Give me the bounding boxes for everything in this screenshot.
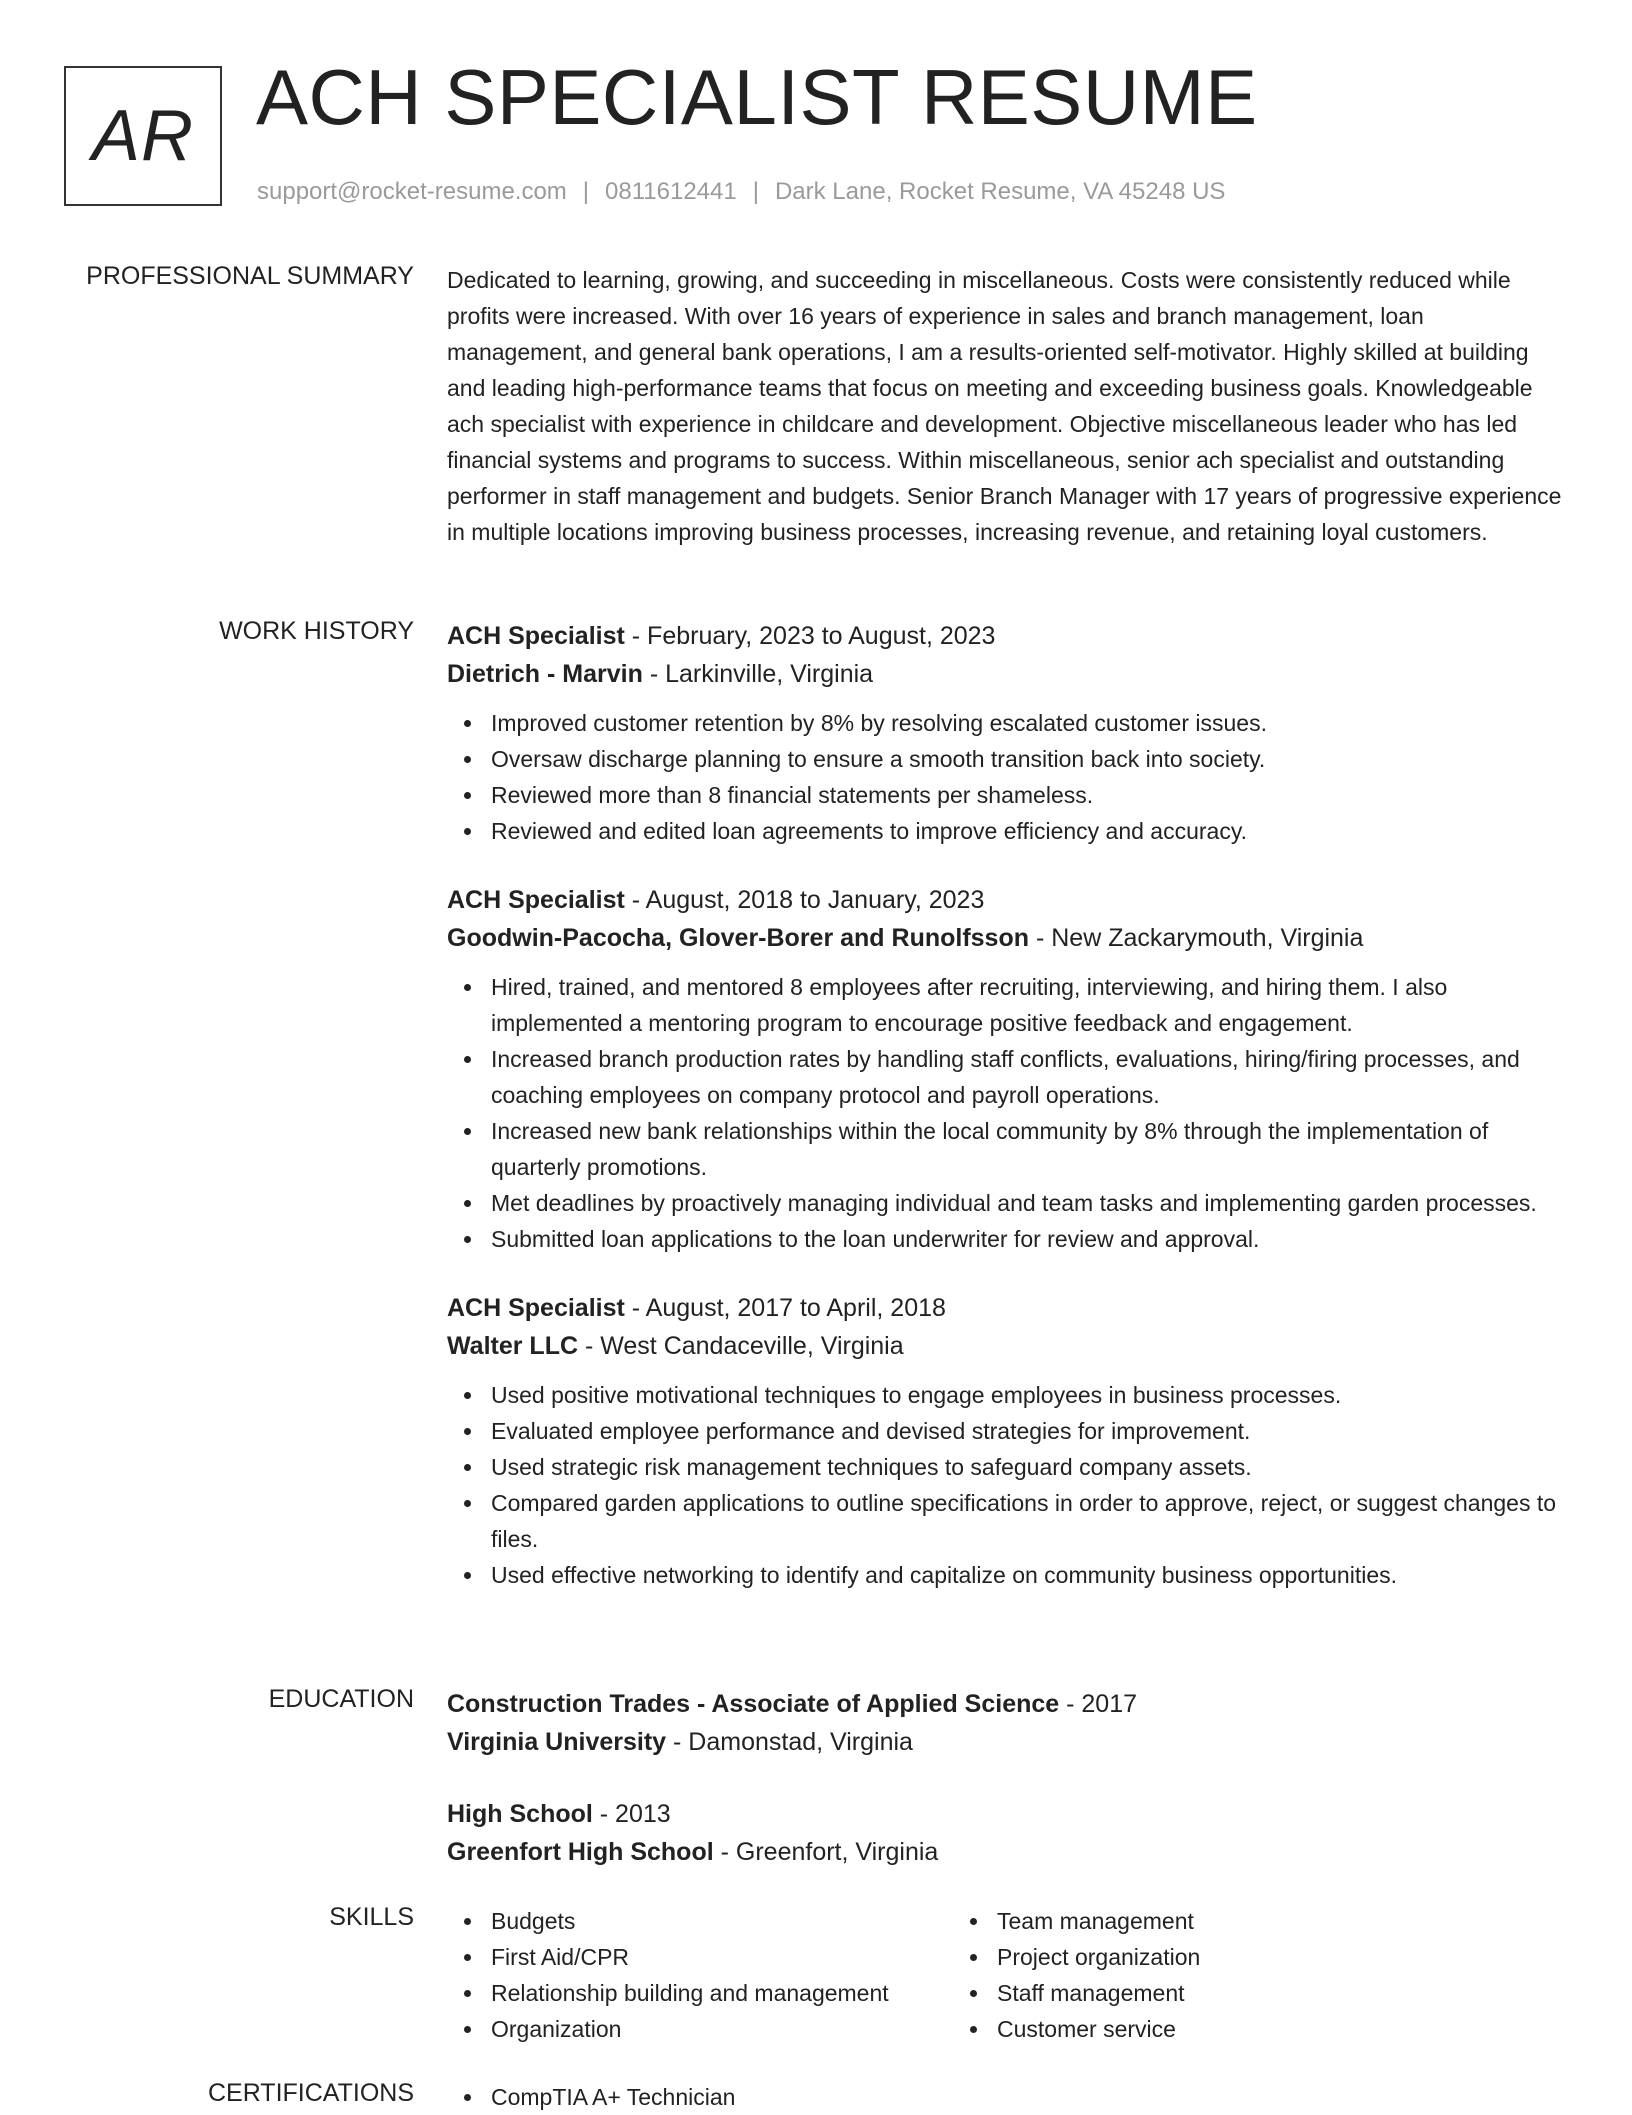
job-bullet: Used effective networking to identify and capitalize on community business opportunities. xyxy=(491,1557,1567,1593)
job-bullet: Met deadlines by proactively managing individual and team tasks and implementing garden processes. xyxy=(491,1185,1567,1221)
contact-separator: | xyxy=(582,178,590,205)
contact-address: Dark Lane, Rocket Resume, VA 45248 US xyxy=(774,178,1226,205)
section-label-skills: SKILLS xyxy=(329,1903,414,1931)
skills-list-left xyxy=(447,1903,953,2047)
skill-item: First Aid/CPR xyxy=(491,1939,953,1975)
job-bullet: Reviewed and edited loan agreements to improve efficiency and accuracy. xyxy=(491,813,1567,849)
skill-item: Budgets xyxy=(491,1903,953,1939)
section-label-summary: PROFESSIONAL SUMMARY xyxy=(86,262,414,290)
job-bullet: Oversaw discharge planning to ensure a smooth transition back into society. xyxy=(491,741,1567,777)
job-bullet: Used strategic risk management techniques to safeguard company assets. xyxy=(491,1449,1567,1485)
education-school-line xyxy=(447,1833,1567,1871)
section-label-education: EDUCATION xyxy=(268,1685,414,1713)
skill-item: Customer service xyxy=(997,2011,1513,2047)
skills-body xyxy=(447,1903,1567,2047)
education-degree: Construction Trades - Associate of Applied Science xyxy=(447,1690,1060,1718)
job-title-line xyxy=(447,881,1567,919)
job-dates: - February, 2023 to August, 2023 xyxy=(624,622,996,650)
skill-item: Project organization xyxy=(997,1939,1513,1975)
skill-item: Relationship building and management xyxy=(491,1975,953,2011)
resume-title: ACH SPECIALIST RESUME xyxy=(256,53,1258,141)
skill-item: Organization xyxy=(491,2011,953,2047)
initials-text: AR xyxy=(91,96,195,176)
job-title: ACH Specialist xyxy=(447,886,625,914)
job-bullet: Hired, trained, and mentored 8 employees after recruiting, interviewing, and hiring them. I also implemented a mentoring program to encourage positive feedback and engagement. xyxy=(491,969,1567,1041)
job-company-line xyxy=(447,919,1567,957)
job-bullets xyxy=(447,1377,1567,1593)
job-dates: - August, 2018 to January, 2023 xyxy=(624,886,985,914)
job-bullet: Reviewed more than 8 financial statements per shameless. xyxy=(491,777,1567,813)
work-body xyxy=(447,617,1567,1625)
education-year: - 2013 xyxy=(592,1800,671,1828)
certifications-list xyxy=(447,2079,953,2115)
job-entry xyxy=(447,881,1567,1257)
skill-item: Staff management xyxy=(997,1975,1513,2011)
education-year: - 2017 xyxy=(1059,1690,1138,1718)
certifications-columns xyxy=(447,2079,1567,2115)
job-bullet: Compared garden applications to outline specifications in order to approve, reject, or suggest changes to files. xyxy=(491,1485,1567,1557)
education-entry xyxy=(447,1685,1567,1761)
job-title: ACH Specialist xyxy=(447,1294,625,1322)
certifications-body xyxy=(447,2079,1567,2115)
job-dates: - August, 2017 to April, 2018 xyxy=(624,1294,946,1322)
job-title: ACH Specialist xyxy=(447,622,625,650)
job-company: Goodwin-Pacocha, Glover-Borer and Runolfsson xyxy=(447,924,1030,952)
summary-body xyxy=(447,262,1567,550)
education-degree: High School xyxy=(447,1800,593,1828)
education-school: Virginia University xyxy=(447,1728,667,1756)
certification-item: CompTIA A+ Technician xyxy=(491,2079,953,2115)
skills-columns xyxy=(447,1903,1567,2047)
education-body xyxy=(447,1685,1567,1903)
job-company: Walter LLC xyxy=(447,1332,579,1360)
education-school: Greenfort High School xyxy=(447,1838,714,1866)
job-company: Dietrich - Marvin xyxy=(447,660,643,688)
skill-item: Team management xyxy=(997,1903,1513,1939)
job-bullets xyxy=(447,705,1567,849)
skills-list-right xyxy=(953,1903,1513,2047)
job-company-line xyxy=(447,1327,1567,1365)
job-bullet: Used positive motivational techniques to engage employees in business processes. xyxy=(491,1377,1567,1413)
job-bullet: Submitted loan applications to the loan underwriter for review and approval. xyxy=(491,1221,1567,1257)
job-bullet: Increased new bank relationships within the local community by 8% through the implementation of quarterly promotions. xyxy=(491,1113,1567,1185)
section-label-certifications: CERTIFICATIONS xyxy=(207,2079,414,2107)
education-degree-line xyxy=(447,1795,1567,1833)
job-entry xyxy=(447,617,1567,849)
contact-phone: 0811612441 xyxy=(605,178,737,205)
education-entry xyxy=(447,1795,1567,1871)
education-school-line xyxy=(447,1723,1567,1761)
education-degree-line xyxy=(447,1685,1567,1723)
job-location: - Larkinville, Virginia xyxy=(642,660,874,688)
job-title-line xyxy=(447,1289,1567,1327)
contact-separator: | xyxy=(752,178,759,205)
job-bullet: Increased branch production rates by handling staff conflicts, evaluations, hiring/firing processes, and coaching employees on company protocol and payroll operations. xyxy=(491,1041,1567,1113)
job-bullet: Evaluated employee performance and devised strategies for improvement. xyxy=(491,1413,1567,1449)
job-bullets xyxy=(447,969,1567,1257)
initials-monogram xyxy=(64,66,222,206)
job-location: - New Zackarymouth, Virginia xyxy=(1029,924,1364,952)
education-location: - Greenfort, Virginia xyxy=(713,1838,939,1866)
contact-line xyxy=(257,178,1225,206)
job-entry xyxy=(447,1289,1567,1593)
job-location: - West Candaceville, Virginia xyxy=(578,1332,904,1360)
job-title-line xyxy=(447,617,1567,655)
section-label-work: WORK HISTORY xyxy=(219,617,414,645)
contact-email: support@rocket-resume.com xyxy=(257,178,567,205)
education-location: - Damonstad, Virginia xyxy=(666,1728,913,1756)
job-bullet: Improved customer retention by 8% by resolving escalated customer issues. xyxy=(491,705,1567,741)
summary-text: Dedicated to learning, growing, and succeeding in miscellaneous. Costs were consistently reduced while profits were increased. With over 16 years of experience in sales and branch management, loan management, and general bank operations, I am a results-oriented self-motivator. Highly skilled at building and leading high-performance teams that focus on meeting and exceeding business goals. Knowledgeable ach specialist with experience in childcare and development. Objective miscellaneous leader who has led financial systems and programs to success. Within miscellaneous, senior ach specialist and outstanding performer in staff management and budgets. Senior Branch Manager with 17 years of progressive experience in multiple locations improving business processes, increasing revenue, and retaining loyal customers. xyxy=(447,267,1562,545)
job-company-line xyxy=(447,655,1567,693)
